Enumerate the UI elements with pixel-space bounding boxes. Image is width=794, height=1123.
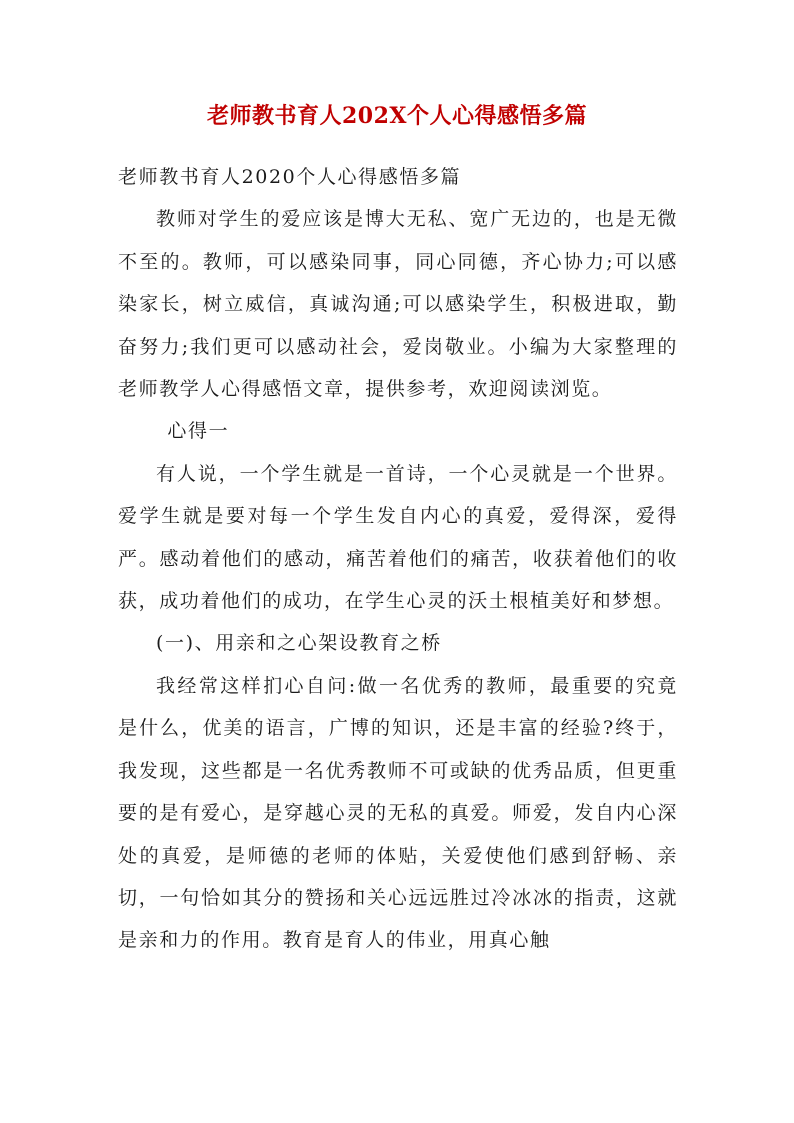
document-title: 老师教书育人202X个人心得感悟多篇 xyxy=(207,103,587,129)
document-body xyxy=(118,156,678,962)
section-heading: 心得一 xyxy=(167,420,230,443)
intro-paragraph: 教师对学生的爱应该是博大无私、宽广无边的，也是无微不至的。教师，可以感染同事，同心同德，齐心协力;可以感染家长，树立威信，真诚沟通;可以感染学生，积极进取，勤奋努力;我们更可以感动社会，爱岗敬业。小编为大家整理的老师教学人心得感悟文章，提供参考，欢迎阅读浏览。 xyxy=(118,208,678,401)
paragraph-1: 有人说，一个学生就是一首诗，一个心灵就是一个世界。爱学生就是要对每一个学生发自内心的真爱，爱得深，爱得严。感动着他们的感动，痛苦着他们的痛苦，收获着他们的收获，成功着他们的成功，在学生心灵的沃土根植美好和梦想。 xyxy=(118,462,678,613)
paragraph-2: 我经常这样扪心自问:做一名优秀的教师，最重要的究竟是什么，优美的语言，广博的知识，还是丰富的经验?终于，我发现，这些都是一名优秀教师不可或缺的优秀品质，但更重要的是有爱心，是穿越心灵的无私的真爱。师爱，发自内心深处的真爱，是师德的老师的体贴，关爱使他们感到舒畅、亲切，一句恰如其分的赞扬和关心远远胜过冷冰冰的指责，这就是亲和力的作用。教育是育人的伟业，用真心触 xyxy=(118,674,678,952)
document-subtitle: 老师教书育人2020个人心得感悟多篇 xyxy=(118,166,462,188)
subsection-heading: (一)、用亲和之心架设教育之桥 xyxy=(156,632,442,655)
